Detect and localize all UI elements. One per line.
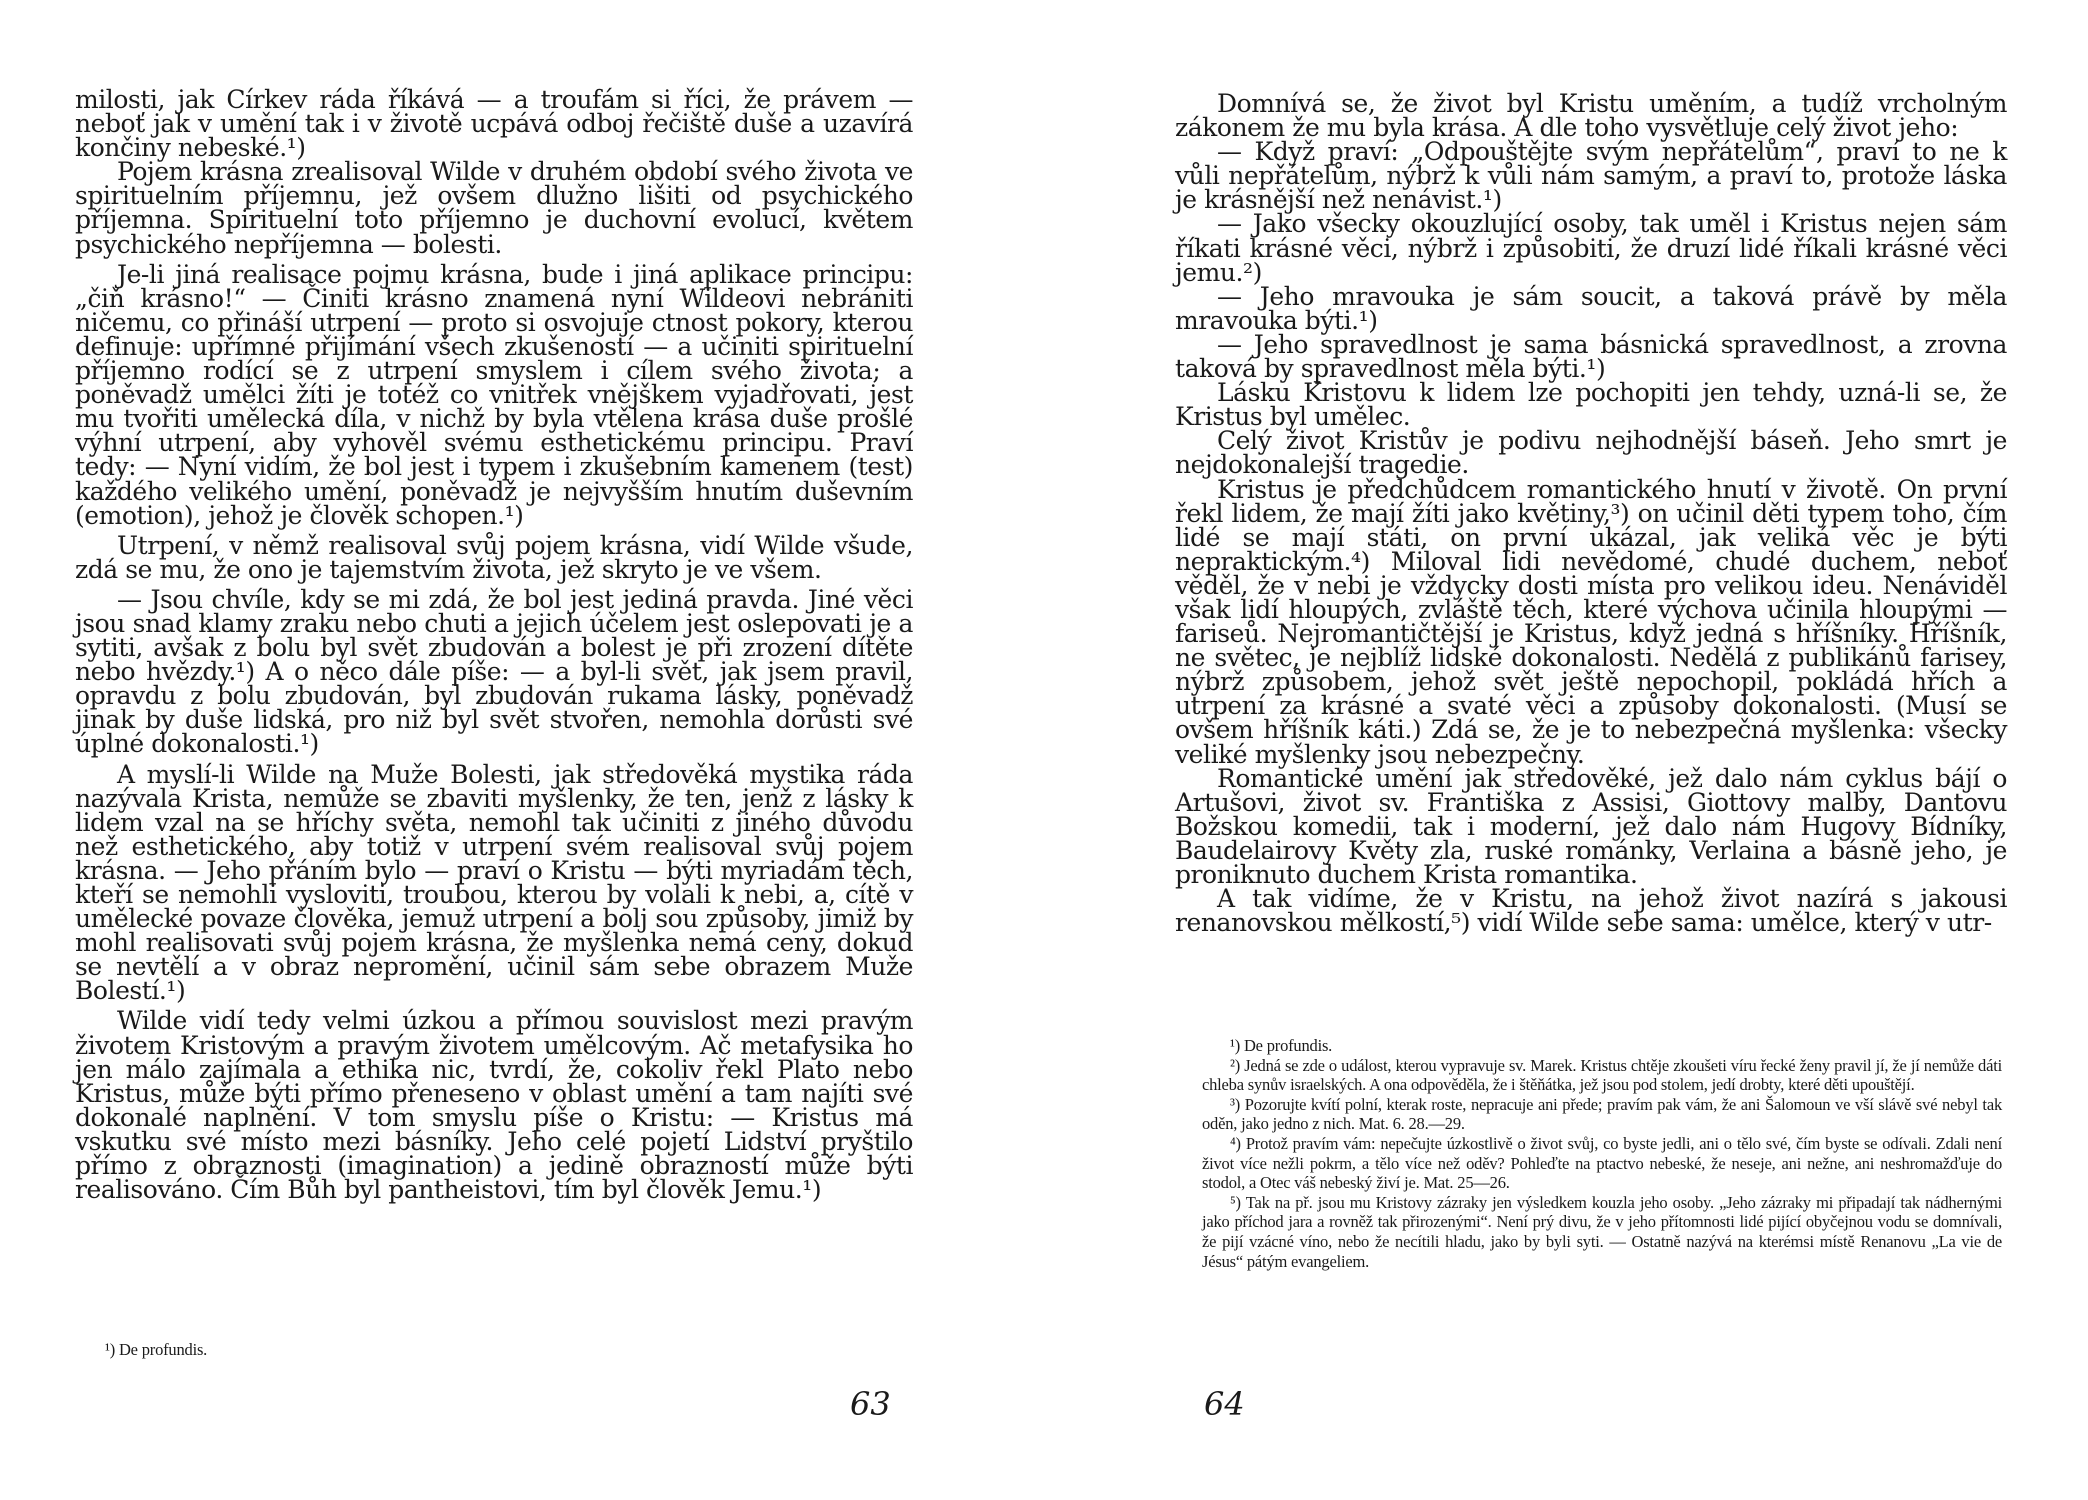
paragraph: A tak vidíme, že v Kristu, na jehož život nazírá s jakousi renanovskou mělkostí,⁵) vidí Wilde sebe sama: umělce, který v utr-	[1175, 884, 2007, 938]
footnote: ²) Jedná se zde o událost, kterou vypravuje sv. Marek. Kristus chtěje zkoušeti víru řecké ženy pravil jí, že jí nemůže dáti chleba synův israelských. A ona odpověděla, že i štěňátka, jež jsou pod stolem, jedí drobty, které děti upouštějí.	[1202, 1055, 2002, 1095]
paragraph: — Jako všecky okouzlující osoby, tak uměl i Kristus nejen sám říkati krásné věci, nýbrž i způsobiti, že druzí lidé říkali krásné věci jemu.²)	[1175, 209, 2007, 287]
paragraph: — Když praví: „Odpouštějte svým nepřátelům“, praví to ne k vůli nepřátelům, nýbrž k vůli nám samým, a praví to, protože láska je krásnější než nenávist.¹)	[1175, 137, 2007, 215]
paragraph: Romantické umění jak středověké, jež dalo nám cyklus bájí o Artušovi, život sv. Františka z Assisi, Giottovy malby, Dantovu Božskou komedii, tak i moderní, jež dalo nám Hugovy Bídníky, Baudelairovy Květy zla, ruské románky, Verlaina a básně jeho, je proniknuto duchem Krista romantika.	[1175, 763, 2007, 889]
paragraph: — Jeho mravouka je sám soucit, a taková právě by měla mravouka býti.¹)	[1175, 281, 2007, 335]
paragraph: Je-li jiná realisace pojmu krásna, bude i jiná aplikace principu: „čiň krásno!“ — Činiti krásno znamená nyní Wildeovi nebrániti ničemu, co přináší utrpení — proto si osvojuje ctnost pokory, kterou definuje: upřímné přijímání všech zkušeností — a učiniti spirituelní příjemno rodící se z utrpení smyslem i cílem svého života; a poněvadž umělci žíti je totéž co vnitřek vnějškem vyjadřovati, jest mu tvořiti umělecká díla, v nichž by byla vtělena krása duše prošlé výhní utrpení, aby vyhověl svému esthetickému principu. Praví tedy: — Nyní vidím, že bol jest i typem i zkušebním kamenem (test) každého velikého umění, poněvadž je nejvyšším hnutím duševním (emotion), jehož je člověk schopen.¹)	[75, 259, 913, 530]
paragraph: — Jeho spravedlnost je sama básnická spravedlnost, a zrovna taková by spravedlnost měla býti.¹)	[1175, 329, 2007, 384]
footnote: ¹) De profundis.	[105, 1340, 208, 1359]
paragraph: Domnívá se, že život byl Kristu uměním, a tudíž vrcholným zákonem že mu byla krása. A dle toho vysvětluje celý život jeho:	[1175, 89, 2007, 143]
right-body-text	[1175, 89, 2007, 938]
page-number: 63	[850, 1385, 891, 1423]
paragraph: Utrpení, v němž realisoval svůj pojem krásna, vidí Wilde všude, zdá se mu, že ono je tajemstvím života, jež skryto je ve všem.	[75, 530, 913, 584]
footnote: ¹) De profundis.	[1230, 1036, 1333, 1055]
paragraph: milosti, jak Církev ráda říkává — a troufám si říci, že právem — neboť jak v umění tak i v životě ucpává odboj řečiště duše a uzavírá končiny nebeské.¹)	[75, 85, 913, 163]
page-number: 64	[1204, 1385, 1245, 1423]
footnote: ⁵) Tak na př. jsou mu Kristovy zázraky jen výsledkem kouzla jeho osoby. „Jeho zázraky mi připadají tak nádhernými jako příchod jara a rovněž tak přirozenými“. Není prý divu, že v jeho přítomnosti lidé pijící obyčejnou vodu se domnívali, že pijí vzácné víno, nebo že necítili hladu, jako by byli syti. — Ostatně nazývá na kterémsi místě Renanovu „La vie de Jésus“ pátým evangeliem.	[1202, 1192, 2002, 1271]
paragraph: Wilde vidí tedy velmi úzkou a přímou souvislost mezi pravým životem Kristovým a pravým životem umělcovým. Ač metafysika ho jen málo zajímala a ethika nic, tvrdí, že, cokoliv řekl Plato nebo Kristus, může býti přímo přeneseno v oblast umění a tam najíti své dokonalé naplnění. V tom smyslu píše o Kristu: — Kristus má vskutku své místo mezi básníky. Jeho celé pojetí Lidství pryštilo přímo z obraznosti (imagination) a jedině obrazností může býti realisováno. Čím Bůh byl pantheistovi, tím byl člověk Jemu.¹)	[75, 1006, 913, 1205]
paragraph: Lásku Kristovu k lidem lze pochopiti jen tehdy, uzná-li se, že Kristus byl umělec.	[1175, 378, 2007, 432]
left-footnotes	[105, 1340, 605, 1360]
right-page	[1044, 0, 2088, 1500]
footnote: ⁴) Protož pravím vám: nepečujte úzkostlivě o život svůj, co byste jedli, ani o tělo své, čím byste se odívali. Zdali není život více nežli pokrm, a tělo více než oděv? Pohleďte na ptactvo nebeské, že neseje, ani nežne, ani neshromažďuje do stodol, a Otec váš nebeský živí je. Mat. 25—26.	[1202, 1133, 2002, 1193]
right-footnotes	[1202, 1036, 2002, 1271]
paragraph: Celý život Kristův je podivu nejhodnější báseň. Jeho smrt je nejdokonalejší tragedie.	[1175, 426, 2007, 480]
footnote: ³) Pozorujte kvítí polní, kterak roste, nepracuje ani přede; pravím pak vám, že ani Šalomoun ve vší slávě své nebyl tak oděn, jako jedno z nich. Mat. 6. 28.—29.	[1202, 1094, 2002, 1134]
paragraph: Kristus je předchůdcem romantického hnutí v životě. On první řekl lidem, že mají žíti jako květiny,³) on učinil děti typem toho, čím lidé se mají státi, on první ukázal, jak veliká věc je býti nepraktickým.⁴) Miloval lidi nevědomé, chudé duchem, neboť věděl, že v nebi je vždycky dosti místa pro velikou ideu. Nenáviděl však lidí hloupých, zvláště těch, které výchova učinila hloupými — fariseů. Nejromantičtější je Kristus, když jedná s hříšníky. Hříšník, ne světec, je nejblíž lidské dokonalosti. Nedělá z publikánů farisey, nýbrž způsobem, jehož svět ještě nepochopil, pokládá hřích a utrpení za krásné a svaté věci a způsoby dokonalosti. (Musí se ovšem hříšník káti.) Zdá se, že je to nebezpečná myšlenka: všecky veliké myšlenky jsou nebezpečny.	[1175, 474, 2007, 769]
paragraph: A myslí-li Wilde na Muže Bolesti, jak středověká mystika ráda nazývala Krista, nemůže se zbaviti myšlenky, že ten, jenž z lásky k lidem vzal na se hříchy světa, nemohl tak učiniti z jiného důvodu než esthetického, aby totiž v utrpení svém realisoval svůj pojem krásna. — Jeho přáním bylo — praví o Kristu — býti myriadám těch, kteří se nemohli vysloviti, troubou, kterou by volali k nebi, a, cítě v umělecké povaze člověka, jemuž utrpení a bolj sou způsoby, jimiž by mohl realisovati svůj pojem krásna, že myšlenka nemá ceny, dokud se nevtělí a v obraz nepromění, učinil sám sebe obrazem Muže Bolestí.¹)	[75, 759, 913, 1006]
left-body-text	[75, 85, 913, 1205]
paragraph: Pojem krásna zrealisoval Wilde v druhém období svého života ve spirituelním příjemnu, jež ovšem dlužno lišiti od psychického příjemna. Spirituelní toto příjemno je duchovní evolucí, květem psychického nepříjemna — bolesti.	[75, 157, 913, 259]
paragraph: — Jsou chvíle, kdy se mi zdá, že bol jest jediná pravda. Jiné věci jsou snad klamy zraku nebo chuti a jejich účelem jest oslepovati je a sytiti, avšak z bolu byl svět zbudován a bolest je při zrození dítěte nebo hvězdy.¹) A o něco dále píše: — a byl-li svět, jak jsem pravil, opravdu z bolu zbudován, byl zbudován rukama lásky, poněvadž jinak by duše lidská, pro niž byl svět stvořen, nemohla dorůsti své úplné dokonalosti.¹)	[75, 584, 913, 759]
